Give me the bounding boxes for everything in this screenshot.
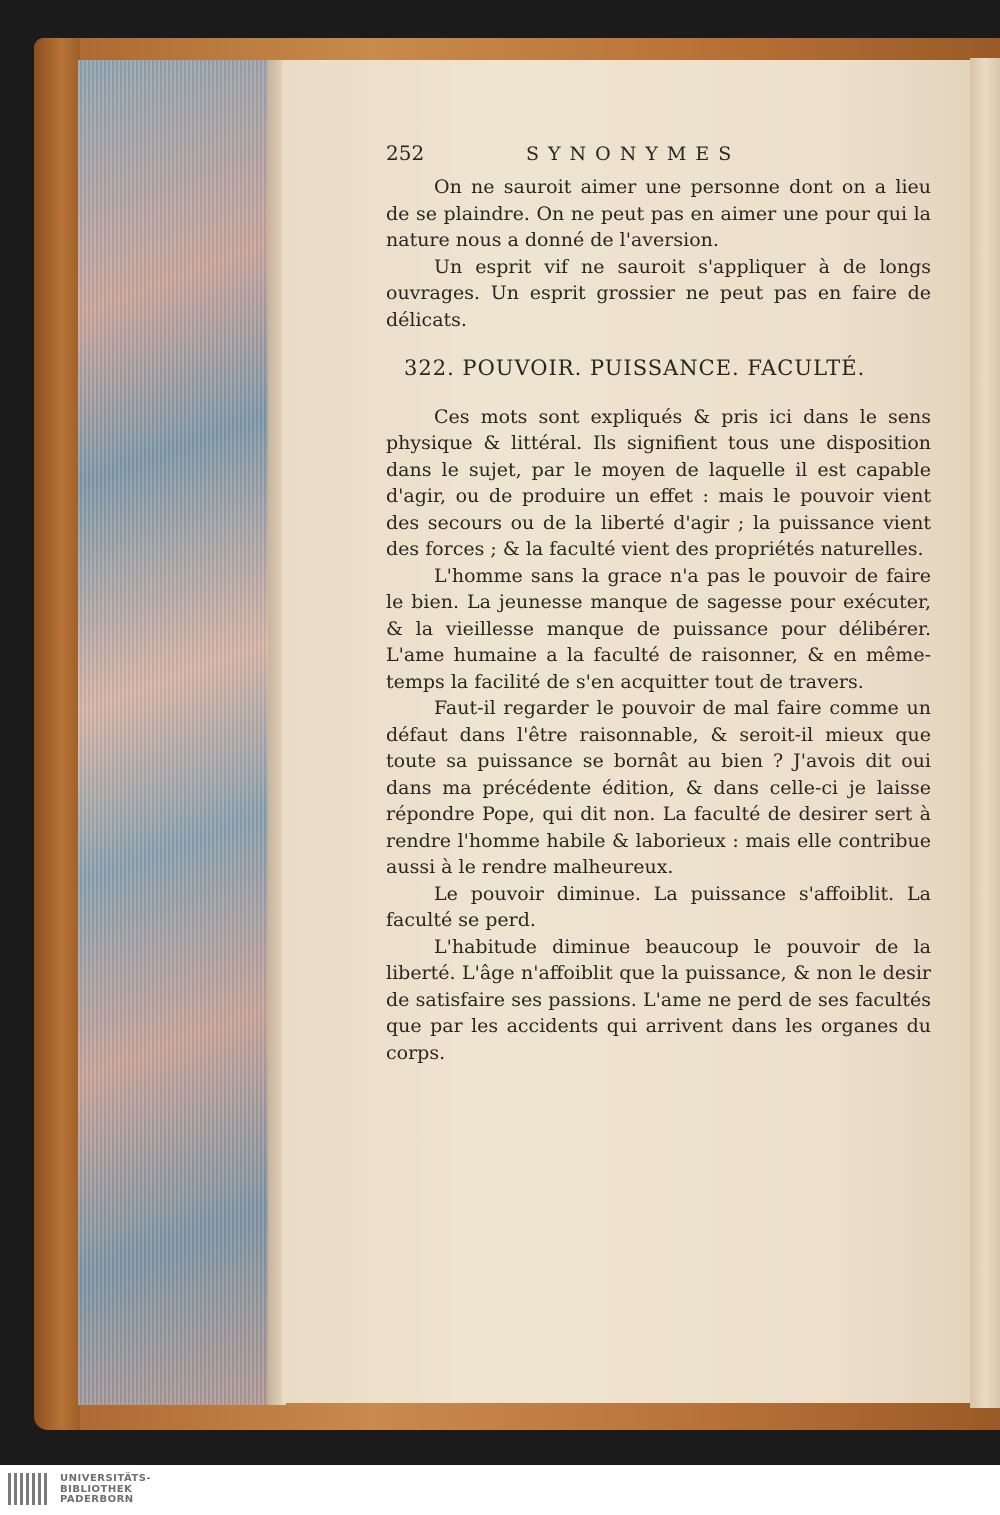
logo-line: UNIVERSITÄTS-: [60, 1473, 152, 1484]
library-logo-icon: [8, 1473, 54, 1505]
page-text: [386, 140, 931, 1066]
section-heading: 322. POUVOIR. PUISSANCE. FACULTÉ.: [404, 356, 866, 380]
paragraph: Le pouvoir diminue. La puissance s'affoiblit. La faculté se perd.: [386, 882, 931, 931]
page-header: [386, 140, 931, 174]
paragraph: L'homme sans la grace n'a pas le pouvoir de faire le bien. La jeunesse manque de sagesse pour exécuter, & la vieillesse manque de puissance pour délibérer. L'ame humaine a la faculté de raisonner, & en même-temps la facilité de s'en acquitter tout de travers.: [386, 564, 931, 693]
marbled-page-edges: [78, 60, 278, 1405]
paragraph: Faut-il regarder le pouvoir de mal faire comme un défaut dans l'être raisonnable, & seroit-il mieux que toute sa puissance se bornât au bien ? J'avois dit oui dans ma précédente édition, & dans celle-ci je laisse répondre Pope, qui dit non. La faculté de desirer sert à rendre l'homme habile & laborieux : mais elle contribue aussi à le rendre malheureux.: [386, 697, 931, 878]
running-title: SYNONYMES: [526, 143, 741, 165]
library-logo-text: [60, 1474, 151, 1506]
library-logo: [0, 1465, 1000, 1515]
page-number: 252: [386, 141, 425, 165]
paragraph: Ces mots sont expliqués & pris ici dans le sens physique & littéral. Ils signifient tous une disposition dans le sujet, par le moyen de laquelle il est capable d'agir, ou de produire un effet : mais le pouvoir vient des secours ou de la liberté d'agir ; la puissance vient des forces ; & la faculté vient des propriétés naturelles.: [386, 405, 931, 560]
cover-spine-edge: [34, 38, 80, 1430]
paragraph: On ne sauroit aimer une personne dont on a lieu de se plaindre. On ne peut pas en aimer une pour qui la nature nous a donné de l'aversion.: [386, 176, 931, 251]
facing-page-edge: [970, 58, 1000, 1408]
paragraph: Un esprit vif ne sauroit s'appliquer à de longs ouvrages. Un esprit grossier ne peut pas en faire de délicats.: [386, 255, 931, 331]
logo-line: PADERBORN: [60, 1494, 134, 1505]
paragraph: L'habitude diminue beaucoup le pouvoir de la liberté. L'âge n'affoiblit que la puissance, & non le desir de satisfaire ses passions. L'ame ne perd de ses facultés que par les accidents qui arrivent dans les organes du corps.: [386, 935, 931, 1064]
logo-line: BIBLIOTHEK: [60, 1483, 133, 1495]
